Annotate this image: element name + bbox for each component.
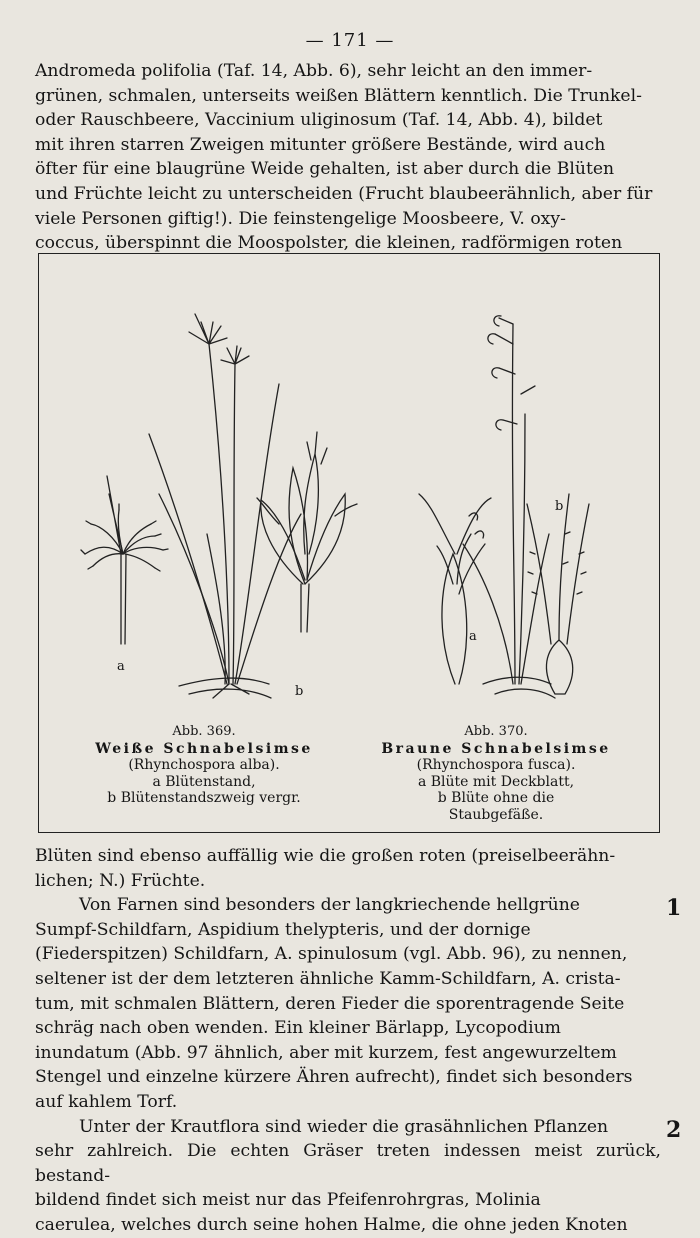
- plant-369: [149, 314, 304, 699]
- text-line: schräg nach oben wenden. Ein kleiner Bärlapp, Lycopodium: [35, 1018, 561, 1039]
- text-line: Andromeda polifolia (Taf. 14, Abb. 6), sehr leicht an den immer-: [35, 61, 593, 81]
- caption-line: Staubgefäße.: [448, 806, 544, 823]
- text-line: bildend findet sich meist nur das Pfeifenrohrgras, Molinia: [35, 1190, 541, 1211]
- text-line: Von Farnen sind besonders der langkriechende hellgrüne: [79, 895, 580, 916]
- fig-label-b-369: b: [295, 684, 304, 699]
- fig-label-b-370: b: [555, 499, 564, 514]
- caption-line: a Blüte mit Deckblatt,: [417, 773, 575, 790]
- caption-number: Abb. 369.: [172, 724, 236, 739]
- text-line: inundatum (Abb. 97 ähnlich, aber mit kurzem, fest angewurzeltem: [35, 1042, 617, 1063]
- bottom-text: [35, 844, 661, 1238]
- text-line: lichen; N.) Früchte.: [35, 870, 206, 891]
- text-line: viele Personen giftig!). Die feinstengelige Moosbeere, V. oxy-: [35, 208, 566, 229]
- text-line: (Fiederspitzen) Schildfarn, A. spinulosum (vgl. Abb. 96), zu nennen,: [35, 944, 628, 965]
- text-line: oder Rauschbeere, Vaccinium uliginosum (Taf. 14, Abb. 4), bildet: [35, 110, 603, 131]
- plant-illustration: [39, 254, 659, 714]
- text-line: Blüten sind ebenso auffällig wie die großen roten (preiselbeerähn-: [35, 846, 616, 866]
- flower-a-370: [419, 494, 491, 684]
- text-line: tum, mit schmalen Blättern, deren Fieder die sporentragende Seite: [35, 993, 625, 1014]
- caption-latin: (Rhynchospora alba).: [128, 757, 280, 774]
- fig-label-a-370: a: [469, 629, 477, 644]
- text-line: seltener ist der dem letzteren ähnliche Kamm-Schildfarn, A. crista-: [35, 968, 621, 989]
- caption-line: b Blütenstandszweig vergr.: [107, 790, 301, 807]
- text-line: auf kahlem Torf.: [35, 1091, 178, 1112]
- page-number: — 171 —: [305, 30, 395, 51]
- caption-abb-370: [351, 724, 641, 824]
- caption-abb-369: [59, 724, 349, 807]
- text-line: caerulea, welches durch seine hohen Halme, die ohne jeden Knoten: [35, 1214, 628, 1235]
- text-line: coccus, überspinnt die Moospolster, die kleinen, radförmigen roten: [35, 233, 623, 254]
- text-line: Unter der Krautflora sind wieder die grasähnlichen Pflanzen: [79, 1116, 609, 1137]
- margin-mark-1: 1: [666, 895, 682, 921]
- caption-line: b Blüte ohne die: [437, 790, 555, 807]
- text-line: und Früchte leicht zu unterscheiden (Frucht blaubeerähnlich, aber für: [35, 183, 653, 204]
- fig-label-a-369: a: [117, 659, 125, 674]
- text-line: sehr zahlreich. Die echten Gräser treten indessen meist zurück, bestand-: [35, 1141, 661, 1186]
- top-paragraph: [35, 59, 661, 256]
- text-line: grünen, schmalen, unterseits weißen Blättern kenntlich. Die Trunkel-: [35, 85, 642, 106]
- caption-latin: (Rhynchospora fusca).: [416, 757, 576, 774]
- text-line: mit ihren starren Zweigen mitunter größere Bestände, wird auch: [35, 134, 606, 155]
- text-line: Stengel und einzelne kürzere Ähren aufrecht), findet sich besonders: [35, 1067, 633, 1088]
- caption-title: Braune Schnabelsimse: [381, 740, 611, 757]
- spikelet-b-369: [257, 432, 357, 632]
- text-line: öfter für eine blaugrüne Weide gehalten, ist aber durch die Blüten: [35, 159, 615, 180]
- caption-number: Abb. 370.: [464, 724, 528, 739]
- caption-line: a Blütenstand,: [152, 773, 256, 790]
- figure-box: [38, 253, 660, 833]
- margin-mark-2: 2: [666, 1117, 682, 1143]
- caption-title: Weiße Schnabelsimse: [95, 740, 313, 757]
- flower-b-370: [527, 494, 589, 694]
- text-line: Sumpf-Schildfarn, Aspidium thelypteris, und der dornige: [35, 919, 531, 940]
- inflorescence-a-369: [81, 476, 168, 644]
